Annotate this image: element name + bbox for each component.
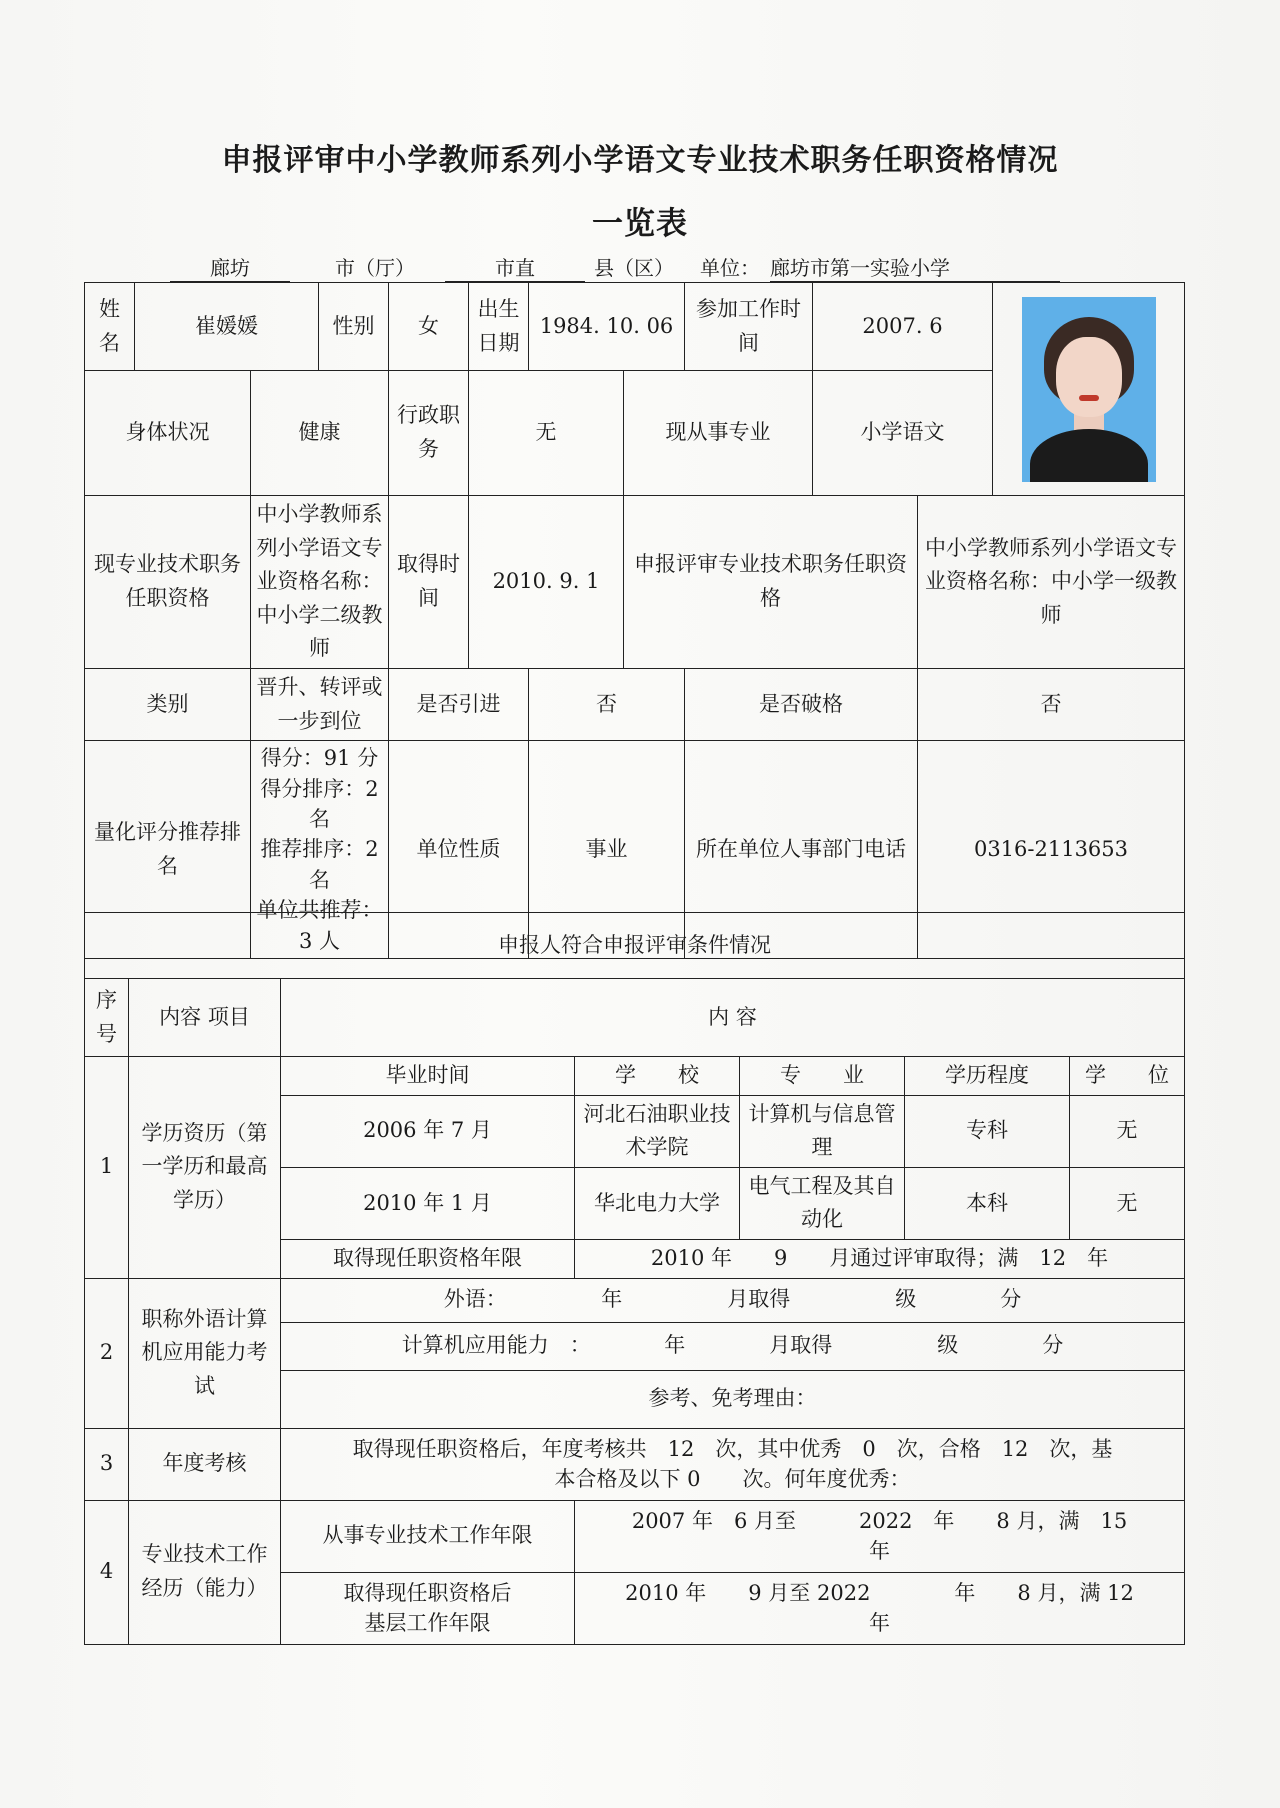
edu-header-major: 专 业: [740, 1057, 905, 1096]
computer-ability-line: 计算机应用能力 ： 年 月取得 级 分: [281, 1322, 1185, 1370]
name-value: 崔媛媛: [135, 283, 319, 371]
apply-qualification-value: 中小学教师系列小学语文专业资格名称：中小学一级教师: [918, 496, 1185, 669]
col-content-item-header: 内容 项目: [129, 979, 281, 1057]
category-value: 晋升、转评或一步到位: [251, 668, 389, 740]
grassroots-line-2: 年: [869, 1611, 891, 1636]
work-start-label: 参加工作时间: [685, 283, 813, 371]
col-seq-header: 序号: [85, 979, 129, 1057]
grassroots-label-line-2: 基层工作年限: [364, 1611, 491, 1636]
hr-phone-value: 0316-2113653: [918, 741, 1185, 959]
experience-item: 专业技术工作经历（能力）: [129, 1500, 281, 1644]
foreign-language-line: 外语： 年 月取得 级 分: [281, 1278, 1185, 1322]
edu-row2-level: 本科: [905, 1167, 1070, 1239]
exceptional-label: 是否破格: [685, 668, 918, 740]
edu-seq: 1: [85, 1057, 129, 1279]
admin-label: 行政职务: [389, 371, 469, 496]
edu-row2-time: 2010 年 1 月: [281, 1167, 575, 1239]
annual-seq: 3: [85, 1428, 129, 1500]
gender-value: 女: [389, 283, 469, 371]
obtain-time-value: 2010. 9. 1: [469, 496, 624, 669]
grassroots-line-1: 2010 年 9 月至 2022 年 8 月，满 12: [625, 1580, 1134, 1605]
basic-info-table: [84, 282, 1185, 959]
edu-header-level: 学历程度: [905, 1057, 1070, 1096]
subheader: [170, 252, 1060, 284]
edu-row2-degree: 无: [1070, 1167, 1185, 1239]
edu-term-value: 2010 年 9 月通过评审取得；满 12 年: [575, 1239, 1185, 1278]
conditions-section-title: 申报人符合申报评审条件情况: [85, 913, 1185, 979]
introduced-value: 否: [529, 668, 685, 740]
work-start-value: 2007. 6: [813, 283, 993, 371]
edu-header-degree: 学 位: [1070, 1057, 1185, 1096]
portrait-photo: [1022, 297, 1156, 482]
health-label: 身体状况: [85, 371, 251, 496]
county-label: 县（区）: [594, 256, 674, 280]
exemption-reason-line: 参考、免考理由：: [281, 1370, 1185, 1428]
score-label: 量化评分推荐排名: [85, 741, 251, 959]
work-years-line-2: 年: [869, 1539, 891, 1564]
health-value: 健康: [251, 371, 389, 496]
edu-row1-level: 专科: [905, 1095, 1070, 1167]
edu-item: 学历资历（第一学历和最高学历）: [129, 1057, 281, 1279]
work-years-label: 从事专业技术工作年限: [281, 1500, 575, 1572]
major-label: 现从事专业: [624, 371, 813, 496]
introduced-label: 是否引进: [389, 668, 529, 740]
current-qualification-value: 中小学教师系列小学语文专业资格名称：中小学二级教师: [251, 496, 389, 669]
current-qualification-label: 现专业技术职务任职资格: [85, 496, 251, 669]
photo-cell: [993, 283, 1185, 496]
score-line-4: 单位共推荐：3 人: [256, 898, 383, 953]
city-value: 廊坊: [170, 252, 290, 282]
apply-qualification-label: 申报评审专业技术职务任职资格: [624, 496, 918, 669]
unit-type-value: 事业: [529, 741, 685, 959]
col-content-header: 内 容: [281, 979, 1185, 1057]
category-label: 类别: [85, 668, 251, 740]
gender-label: 性别: [319, 283, 389, 371]
work-years-value: [575, 1500, 1185, 1572]
birth-value: 1984. 10. 06: [529, 283, 685, 371]
document-title-line2: 一览表: [592, 206, 688, 242]
edu-row2-major: 电气工程及其自动化: [740, 1167, 905, 1239]
document-title-line1: 申报评审中小学教师系列小学语文专业技术职务任职资格情况: [221, 143, 1059, 178]
edu-row1-time: 2006 年 7 月: [281, 1095, 575, 1167]
edu-row2-school: 华北电力大学: [575, 1167, 740, 1239]
score-line-3: 推荐排序：2 名: [260, 837, 379, 892]
edu-term-label: 取得现任职资格年限: [281, 1239, 575, 1278]
city-label: 市（厅）: [335, 256, 415, 280]
edu-row1-school: 河北石油职业技术学院: [575, 1095, 740, 1167]
edu-row1-major: 计算机与信息管理: [740, 1095, 905, 1167]
grassroots-years-label: [281, 1572, 575, 1644]
experience-seq: 4: [85, 1500, 129, 1644]
unit-label: 单位：: [700, 256, 760, 280]
unit-value: 廊坊市第一实验小学: [770, 252, 1060, 282]
annual-text: [281, 1428, 1185, 1500]
annual-text-line-1: 取得现任职资格后，年度考核共 12 次，其中优秀 0 次，合格 12 次，基: [352, 1436, 1113, 1461]
lang-item: 职称外语计算机应用能力考试: [129, 1278, 281, 1428]
hr-phone-label: 所在单位人事部门电话: [685, 741, 918, 959]
score-line-1: 得分：91 分: [260, 746, 379, 771]
score-line-2: 得分排序：2 名: [260, 776, 379, 832]
name-label: 姓名: [85, 283, 135, 371]
work-years-line-1: 2007 年 6 月至 2022 年 8 月，满 15: [631, 1508, 1128, 1533]
obtain-time-label: 取得时间: [389, 496, 469, 669]
edu-header-grad-time: 毕业时间: [281, 1057, 575, 1096]
major-value: 小学语文: [813, 371, 993, 496]
county-value: 市直: [445, 252, 585, 282]
annual-text-line-2: 本合格及以下 0 次。何年度优秀：: [554, 1467, 911, 1492]
conditions-table: [84, 912, 1185, 1645]
annual-item: 年度考核: [129, 1428, 281, 1500]
edu-row1-degree: 无: [1070, 1095, 1185, 1167]
edu-header-school: 学 校: [575, 1057, 740, 1096]
exceptional-value: 否: [918, 668, 1185, 740]
grassroots-years-value: [575, 1572, 1185, 1644]
grassroots-label-line-1: 取得现任职资格后: [343, 1580, 512, 1605]
admin-value: 无: [469, 371, 624, 496]
birth-label: 出生日期: [469, 283, 529, 371]
lang-seq: 2: [85, 1278, 129, 1428]
unit-type-label: 单位性质: [389, 741, 529, 959]
